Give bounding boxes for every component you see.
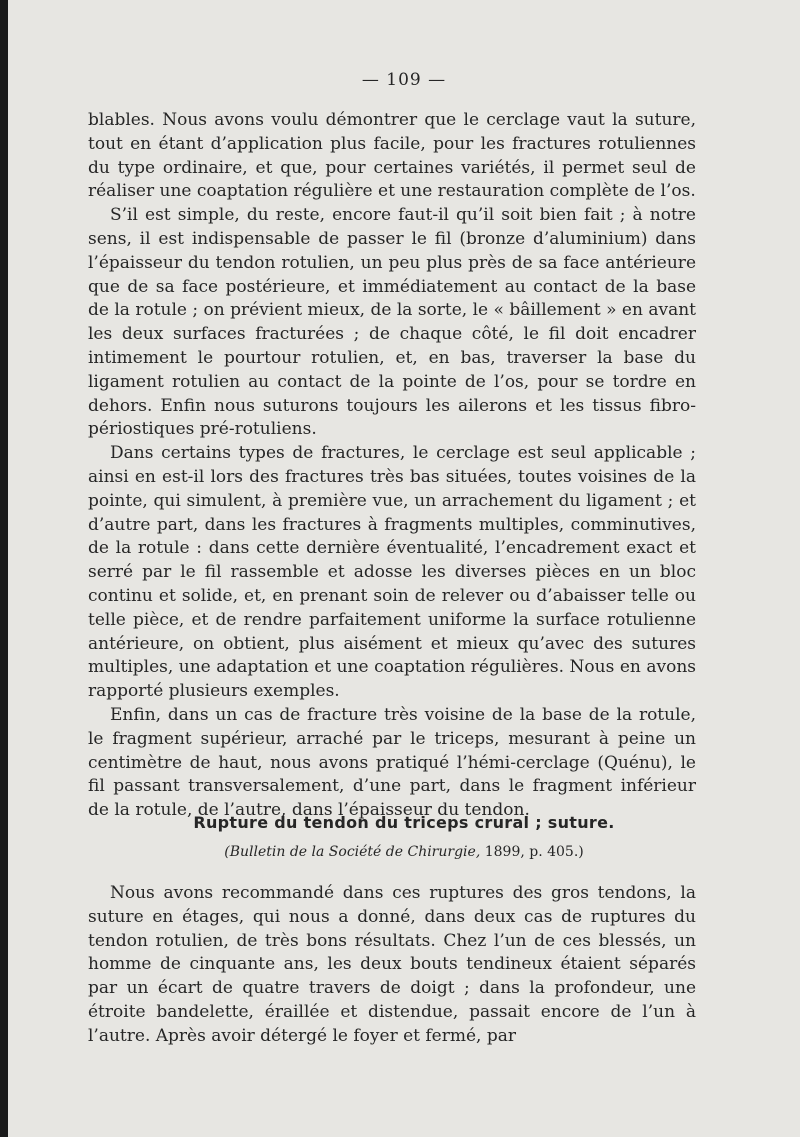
section-reference [8,844,800,860]
text-block-top [88,109,696,823]
paragraph: blables. Nous avons voulu démontrer que le cerclage vaut la suture, tout en étant d’application plus facile, pour les fractures rotuliennes du type ordinaire, et que, pour certaines variétés, il permet seul de réaliser une coaptation régulière et une restauration complète de l’os. [88,110,696,202]
document-page [8,0,800,1137]
paragraph: Enfin, dans un cas de fracture très voisine de la base de la rotule, le fragment supérieur, arraché par le triceps, mesurant à peine un centimètre de haut, nous avons pratiqué l’hémi-cerclage (Quénu), le fil passant transversalement, d’une part, dans le fragment inférieur de la rotule, de l’autre, dans l’épaisseur du tendon. [88,704,696,821]
paragraph: Nous avons recommandé dans ces ruptures des gros tendons, la suture en étages, qui nous a donné, dans deux cas de ruptures du tendon rotulien, de très bons résultats. Chez l’un de ces blessés, un homme de cinquante ans, les deux bouts tendineux étaient séparés par un écart de quatre travers de doigt ; dans la profondeur, une étroite bandelette, éraillée et distendue, passait encore de l’un à l’autre. Après avoir détergé le foyer et fermé, par [88,883,696,1046]
page-number: — 109 — [361,70,447,90]
paragraph: Dans certains types de fractures, le cerclage est seul applicable ; ainsi en est-il lors des fractures très bas situées, toutes voisines de la pointe, qui simulent, à première vue, un arrachement du ligament ; et d’autre part, dans les fractures à fragments multiples, comminutives, de la rotule : dans cette dernière éventualité, l’encadrement exact et serré par le fil rassemble et adosse les diverses pièces en un bloc continu et solide, et, en prenant soin de relever ou d’abaisser telle ou telle pièce, et de rendre parfaitement uniforme la surface rotulienne antérieure, on obtient, plus aisément et mieux qu’avec des sutures multiples, une adaptation et une coaptation régulières. Nous en avons rapporté plusieurs exemples. [88,443,696,702]
paragraph: S’il est simple, du reste, encore faut-il qu’il soit bien fait ; à notre sens, il est indispensable de passer le fil (bronze d’aluminium) dans l’épaisseur du tendon rotulien, un peu plus près de sa face antérieure que de sa face postérieure, et immédiatement au contact de la base de la rotule ; on prévient mieux, de la sorte, le « bâillement » en avant les deux surfaces fracturées ; de chaque côté, le fil doit encadrer intimement le pourtour rotulien, et, en bas, traverser la base du ligament rotulien au contact de la pointe de l’os, pour se tordre en dehors. Enfin nous suturons toujours les ailerons et les tissus fibro-périostiques pré-rotuliens. [88,205,696,440]
reference-details: 1899, p. 405.) [480,844,584,860]
section-title: Rupture du tendon du triceps crural ; suture. [193,813,615,832]
text-block-bottom [88,882,696,1049]
reference-source: (Bulletin de la Société de Chirurgie, [224,844,481,860]
